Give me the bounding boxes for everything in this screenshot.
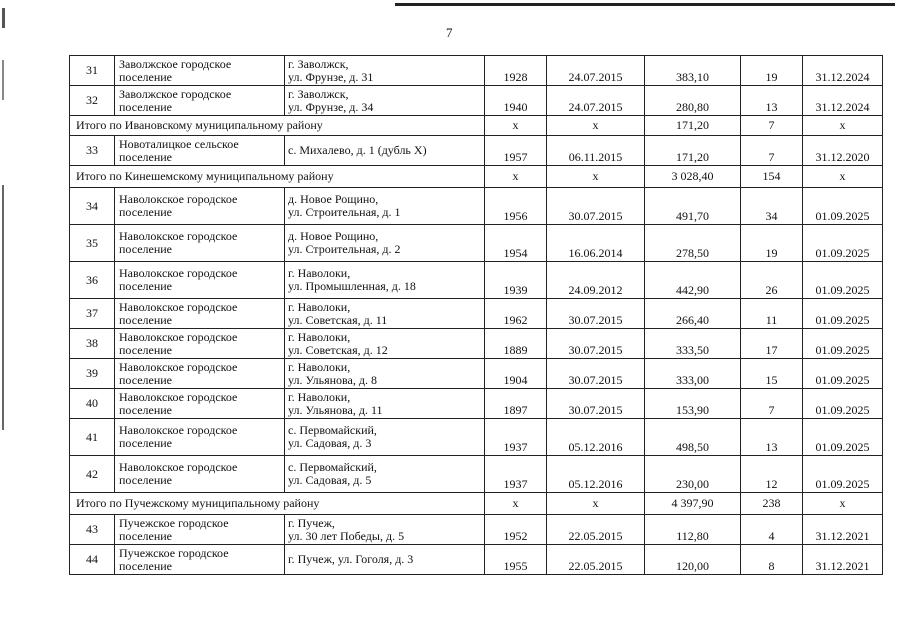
table-total-row	[70, 116, 883, 136]
area-cell: 230,00	[645, 456, 741, 493]
deadline-cell: 31.12.2020	[803, 136, 883, 166]
area-cell: 383,10	[645, 56, 741, 86]
people-cell: 19	[741, 225, 803, 262]
table-row	[70, 389, 883, 419]
total-people-cell: 238	[741, 493, 803, 515]
address-cell: г. Наволоки, ул. Советская, д. 11	[285, 299, 485, 329]
total-label: Итого по Ивановскому муниципальному району	[70, 116, 485, 136]
row-number-cell: 44	[70, 545, 115, 575]
people-cell: 17	[741, 329, 803, 359]
total-area-cell: 171,20	[645, 116, 741, 136]
row-number-cell: 31	[70, 56, 115, 86]
total-year-cell: х	[485, 116, 547, 136]
table-row	[70, 86, 883, 116]
year-cell: 1889	[485, 329, 547, 359]
deadline-cell: 01.09.2025	[803, 329, 883, 359]
deadline-cell: 01.09.2025	[803, 262, 883, 299]
deadline-cell: 01.09.2025	[803, 359, 883, 389]
deadline-cell: 01.09.2025	[803, 188, 883, 225]
table-row	[70, 456, 883, 493]
settlement-cell: Новоталицкое сельское поселение	[115, 136, 285, 166]
row-number-cell: 33	[70, 136, 115, 166]
date-cell: 30.07.2015	[547, 299, 645, 329]
deadline-cell: 01.09.2025	[803, 456, 883, 493]
date-cell: 16.06.2014	[547, 225, 645, 262]
address-cell: г. Пучеж, ул. Гоголя, д. 3	[285, 545, 485, 575]
settlement-cell: Заволжское городское поселение	[115, 86, 285, 116]
scan-edge-mark	[2, 185, 4, 430]
year-cell: 1955	[485, 545, 547, 575]
settlement-cell: Наволокское городское поселение	[115, 188, 285, 225]
table-total-row	[70, 493, 883, 515]
address-cell: г. Наволоки, ул. Промышленная, д. 18	[285, 262, 485, 299]
top-rule	[395, 3, 895, 6]
row-number-cell: 40	[70, 389, 115, 419]
date-cell: 22.05.2015	[547, 515, 645, 545]
address-cell: д. Новое Рощино, ул. Строительная, д. 1	[285, 188, 485, 225]
total-deadline-cell: х	[803, 116, 883, 136]
year-cell: 1904	[485, 359, 547, 389]
area-cell: 498,50	[645, 419, 741, 456]
row-number-cell: 37	[70, 299, 115, 329]
area-cell: 280,80	[645, 86, 741, 116]
settlement-cell: Наволокское городское поселение	[115, 419, 285, 456]
address-cell: с. Первомайский, ул. Садовая, д. 5	[285, 456, 485, 493]
deadline-cell: 31.12.2024	[803, 56, 883, 86]
people-cell: 15	[741, 359, 803, 389]
total-year-cell: х	[485, 493, 547, 515]
settlement-cell: Наволокское городское поселение	[115, 359, 285, 389]
table-row	[70, 359, 883, 389]
address-cell: с. Первомайский, ул. Садовая, д. 3	[285, 419, 485, 456]
total-label: Итого по Кинешемскому муниципальному району	[70, 166, 485, 188]
date-cell: 30.07.2015	[547, 389, 645, 419]
area-cell: 491,70	[645, 188, 741, 225]
table-row	[70, 329, 883, 359]
table-row	[70, 545, 883, 575]
address-cell: г. Пучеж, ул. 30 лет Победы, д. 5	[285, 515, 485, 545]
area-cell: 266,40	[645, 299, 741, 329]
year-cell: 1937	[485, 456, 547, 493]
table-row	[70, 262, 883, 299]
people-cell: 12	[741, 456, 803, 493]
year-cell: 1952	[485, 515, 547, 545]
people-cell: 34	[741, 188, 803, 225]
area-cell: 333,00	[645, 359, 741, 389]
address-cell: д. Новое Рощино, ул. Строительная, д. 2	[285, 225, 485, 262]
scan-edge-mark	[2, 60, 4, 100]
address-cell: г. Заволжск, ул. Фрунзе, д. 31	[285, 56, 485, 86]
settlement-cell: Пучежское городское поселение	[115, 515, 285, 545]
address-cell: с. Михалево, д. 1 (дубль Х)	[285, 136, 485, 166]
date-cell: 30.07.2015	[547, 359, 645, 389]
deadline-cell: 31.12.2021	[803, 545, 883, 575]
total-people-cell: 7	[741, 116, 803, 136]
year-cell: 1939	[485, 262, 547, 299]
scan-edge-mark	[2, 8, 5, 28]
total-date-cell: х	[547, 493, 645, 515]
settlement-cell: Наволокское городское поселение	[115, 389, 285, 419]
housing-table	[69, 55, 883, 575]
year-cell: 1928	[485, 56, 547, 86]
settlement-cell: Наволокское городское поселение	[115, 456, 285, 493]
date-cell: 24.07.2015	[547, 86, 645, 116]
table-row	[70, 56, 883, 86]
year-cell: 1962	[485, 299, 547, 329]
year-cell: 1954	[485, 225, 547, 262]
date-cell: 24.07.2015	[547, 56, 645, 86]
area-cell: 171,20	[645, 136, 741, 166]
row-number-cell: 42	[70, 456, 115, 493]
table-row	[70, 299, 883, 329]
deadline-cell: 31.12.2024	[803, 86, 883, 116]
total-area-cell: 3 028,40	[645, 166, 741, 188]
address-cell: г. Заволжск, ул. Фрунзе, д. 34	[285, 86, 485, 116]
year-cell: 1956	[485, 188, 547, 225]
year-cell: 1897	[485, 389, 547, 419]
deadline-cell: 01.09.2025	[803, 299, 883, 329]
settlement-cell: Наволокское городское поселение	[115, 299, 285, 329]
total-deadline-cell: х	[803, 493, 883, 515]
row-number-cell: 32	[70, 86, 115, 116]
row-number-cell: 35	[70, 225, 115, 262]
address-cell: г. Наволоки, ул. Ульянова, д. 8	[285, 359, 485, 389]
date-cell: 05.12.2016	[547, 456, 645, 493]
row-number-cell: 39	[70, 359, 115, 389]
date-cell: 05.12.2016	[547, 419, 645, 456]
area-cell: 442,90	[645, 262, 741, 299]
area-cell: 278,50	[645, 225, 741, 262]
address-cell: г. Наволоки, ул. Советская, д. 12	[285, 329, 485, 359]
settlement-cell: Наволокское городское поселение	[115, 262, 285, 299]
deadline-cell: 01.09.2025	[803, 389, 883, 419]
year-cell: 1957	[485, 136, 547, 166]
table-row	[70, 136, 883, 166]
date-cell: 22.05.2015	[547, 545, 645, 575]
people-cell: 26	[741, 262, 803, 299]
table-row	[70, 188, 883, 225]
area-cell: 120,00	[645, 545, 741, 575]
row-number-cell: 36	[70, 262, 115, 299]
table-row	[70, 225, 883, 262]
people-cell: 7	[741, 389, 803, 419]
deadline-cell: 31.12.2021	[803, 515, 883, 545]
year-cell: 1940	[485, 86, 547, 116]
people-cell: 19	[741, 56, 803, 86]
people-cell: 13	[741, 86, 803, 116]
people-cell: 4	[741, 515, 803, 545]
area-cell: 333,50	[645, 329, 741, 359]
page-number: 7	[446, 25, 453, 40]
total-date-cell: х	[547, 166, 645, 188]
address-cell: г. Наволоки, ул. Ульянова, д. 11	[285, 389, 485, 419]
settlement-cell: Наволокское городское поселение	[115, 225, 285, 262]
area-cell: 153,90	[645, 389, 741, 419]
year-cell: 1937	[485, 419, 547, 456]
date-cell: 24.09.2012	[547, 262, 645, 299]
settlement-cell: Пучежское городское поселение	[115, 545, 285, 575]
row-number-cell: 38	[70, 329, 115, 359]
total-year-cell: х	[485, 166, 547, 188]
people-cell: 8	[741, 545, 803, 575]
deadline-cell: 01.09.2025	[803, 419, 883, 456]
settlement-cell: Заволжское городское поселение	[115, 56, 285, 86]
total-area-cell: 4 397,90	[645, 493, 741, 515]
total-label: Итого по Пучежскому муниципальному району	[70, 493, 485, 515]
people-cell: 13	[741, 419, 803, 456]
date-cell: 06.11.2015	[547, 136, 645, 166]
total-people-cell: 154	[741, 166, 803, 188]
row-number-cell: 41	[70, 419, 115, 456]
row-number-cell: 43	[70, 515, 115, 545]
area-cell: 112,80	[645, 515, 741, 545]
row-number-cell: 34	[70, 188, 115, 225]
total-deadline-cell: х	[803, 166, 883, 188]
table-row	[70, 515, 883, 545]
settlement-cell: Наволокское городское поселение	[115, 329, 285, 359]
people-cell: 11	[741, 299, 803, 329]
table-total-row	[70, 166, 883, 188]
deadline-cell: 01.09.2025	[803, 225, 883, 262]
total-date-cell: х	[547, 116, 645, 136]
date-cell: 30.07.2015	[547, 188, 645, 225]
people-cell: 7	[741, 136, 803, 166]
table-row	[70, 419, 883, 456]
date-cell: 30.07.2015	[547, 329, 645, 359]
